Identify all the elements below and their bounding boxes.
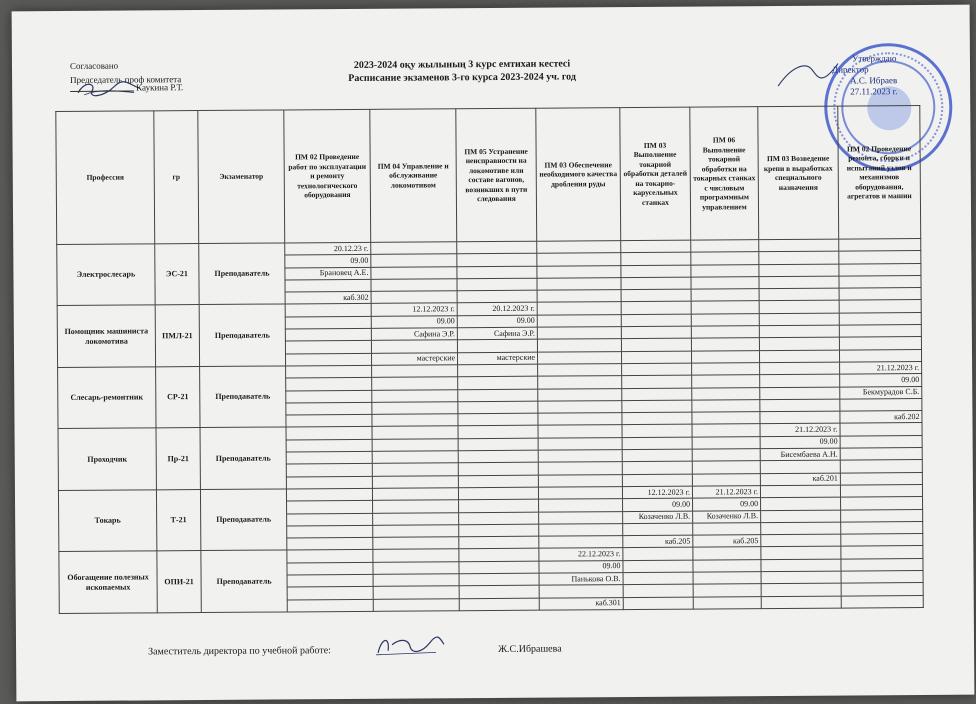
schedule-cell <box>623 597 693 610</box>
schedule-cell <box>458 463 538 476</box>
column-header: ПМ 03 Возведение крепи в выработках специального назначения <box>758 106 839 240</box>
schedule-cell: 21.12.2023 г. <box>840 361 922 374</box>
schedule-cell <box>691 313 759 326</box>
schedule-cell <box>458 487 538 500</box>
schedule-cell <box>538 474 622 487</box>
column-header: ПМ 02 Проведение ремонта, сборки и испытаний узлов и механизмов оборудования, агрегатов и машин <box>838 106 921 240</box>
schedule-cell <box>286 390 372 403</box>
schedule-cell <box>623 548 693 561</box>
title-kz: 2023-2024 оқу жылының 3 курс емтихан кестесі <box>353 58 571 71</box>
schedule-cell <box>760 387 840 400</box>
schedule-cell <box>538 388 622 401</box>
schedule-cell <box>286 365 372 378</box>
schedule-cell: мастерские <box>371 352 457 365</box>
schedule-cell <box>539 511 623 524</box>
schedule-cell <box>759 264 839 277</box>
schedule-cell <box>372 463 458 476</box>
column-header: Экзаменатор <box>198 110 285 244</box>
schedule-cell <box>537 241 621 254</box>
schedule-cell <box>839 275 921 288</box>
schedule-cell: Брановец А.Е. <box>285 267 371 280</box>
schedule-cell <box>538 437 622 450</box>
schedule-cell <box>537 253 621 266</box>
director-name: А.С. Ибраев <box>850 75 898 86</box>
schedule-cell <box>692 461 760 474</box>
schedule-cell: 09.00 <box>539 560 623 573</box>
schedule-cell <box>371 279 457 292</box>
schedule-cell <box>539 499 623 512</box>
column-header: ПМ 06 Выполнение токарной обработки на токарных станках с числовым программным управлением <box>690 107 759 240</box>
schedule-cell <box>287 574 373 587</box>
group-cell: ОПИ-21 <box>157 551 201 613</box>
schedule-cell <box>839 251 921 264</box>
schedule-cell <box>693 596 761 609</box>
group-cell: Т-21 <box>156 489 200 551</box>
group-cell: Пр-21 <box>156 428 200 490</box>
schedule-cell <box>621 351 691 364</box>
schedule-cell <box>691 326 759 339</box>
schedule-cell: Козаченко Л.В. <box>623 511 693 524</box>
schedule-cell <box>759 337 839 350</box>
schedule-cell <box>760 374 840 387</box>
schedule-cell <box>285 353 371 366</box>
schedule-cell <box>693 522 761 535</box>
column-header: ПМ 04 Управление и обслуживание локомотивом <box>370 109 457 243</box>
schedule-cell <box>286 476 372 489</box>
schedule-cell <box>840 423 922 436</box>
schedule-cell <box>459 561 539 574</box>
schedule-cell <box>537 265 621 278</box>
schedule-cell <box>841 546 923 559</box>
column-header: ПМ 05 Устранение неисправности на локомотиве или составе вагонов, возникших в пути следования <box>456 108 537 242</box>
schedule-cell: 12.12.2023 г. <box>371 303 457 316</box>
schedule-cell: каб.205 <box>623 535 693 548</box>
profession-cell: Помощник машиниста локомотива <box>57 305 155 367</box>
schedule-cell <box>373 598 459 611</box>
schedule-cell <box>286 378 372 391</box>
schedule-cell: 12.12.2023 г. <box>622 486 692 499</box>
schedule-cell <box>285 279 371 292</box>
schedule-cell <box>760 411 840 424</box>
title-ru: Расписание экзаменов 3-го курса 2023-2024 уч. год <box>348 71 576 85</box>
schedule-cell <box>621 302 691 315</box>
schedule-cell <box>692 436 760 449</box>
schedule-cell <box>760 399 840 412</box>
document-sheet <box>12 5 975 702</box>
schedule-cell <box>840 460 922 473</box>
schedule-cell <box>373 512 459 525</box>
schedule-cell: Бисембаева А.Н. <box>760 448 840 461</box>
schedule-cell <box>692 375 760 388</box>
schedule-cell <box>287 513 373 526</box>
schedule-cell <box>286 439 372 452</box>
schedule-cell <box>458 413 538 426</box>
schedule-cell: каб.301 <box>539 597 623 610</box>
schedule-cell <box>372 365 458 378</box>
schedule-cell <box>691 240 759 253</box>
schedule-cell <box>287 537 373 550</box>
exam-schedule-table <box>55 105 923 614</box>
schedule-cell <box>692 399 760 412</box>
profession-cell: Электрослесарь <box>57 244 155 306</box>
schedule-cell <box>538 450 622 463</box>
schedule-cell <box>459 573 539 586</box>
schedule-cell <box>841 571 923 584</box>
schedule-cell <box>622 388 692 401</box>
schedule-cell: каб.302 <box>285 292 371 305</box>
schedule-cell <box>285 328 371 341</box>
schedule-cell <box>692 473 760 486</box>
schedule-cell <box>692 363 760 376</box>
schedule-cell <box>458 450 538 463</box>
schedule-cell <box>622 425 692 438</box>
schedule-cell <box>459 585 539 598</box>
schedule-cell <box>458 475 538 488</box>
schedule-cell <box>371 291 457 304</box>
schedule-cell <box>622 437 692 450</box>
schedule-cell <box>287 599 373 612</box>
schedule-cell <box>693 584 761 597</box>
schedule-cell <box>458 389 538 402</box>
schedule-cell <box>537 327 621 340</box>
schedule-cell <box>622 400 692 413</box>
schedule-cell <box>372 402 458 415</box>
schedule-cell <box>693 547 761 560</box>
group-cell: ЭС-21 <box>155 244 199 306</box>
schedule-cell <box>839 288 921 301</box>
schedule-cell <box>759 239 839 252</box>
schedule-cell: 09.00 <box>760 436 840 449</box>
schedule-cell <box>621 277 691 290</box>
schedule-cell <box>539 523 623 536</box>
schedule-cell <box>691 301 759 314</box>
schedule-cell <box>839 312 921 325</box>
schedule-cell: 20.12.23 г. <box>285 242 371 255</box>
schedule-cell <box>621 265 691 278</box>
schedule-cell <box>457 241 537 254</box>
examiner-cell: Преподаватель <box>200 427 286 489</box>
schedule-cell: 21.12.2023 г. <box>760 424 840 437</box>
schedule-cell <box>538 376 622 389</box>
schedule-cell: Козаченко Л.В. <box>693 510 761 523</box>
schedule-cell <box>840 484 922 497</box>
schedule-cell: мастерские <box>457 352 537 365</box>
schedule-cell <box>537 339 621 352</box>
schedule-cell <box>459 512 539 525</box>
schedule-cell <box>371 242 457 255</box>
schedule-cell <box>841 558 923 571</box>
deputy-signature <box>374 632 446 659</box>
schedule-cell <box>538 364 622 377</box>
schedule-cell <box>459 524 539 537</box>
schedule-cell <box>840 435 922 448</box>
schedule-cell <box>287 550 373 563</box>
deputy-name: Ж.С.Ибрашева <box>498 643 562 655</box>
schedule-cell <box>839 349 921 362</box>
schedule-cell <box>759 325 839 338</box>
schedule-cell <box>761 559 841 572</box>
column-header: Профессия <box>56 111 155 245</box>
schedule-cell <box>841 583 923 596</box>
examiner-cell: Преподаватель <box>200 489 286 551</box>
schedule-title <box>312 57 612 85</box>
schedule-cell <box>459 536 539 549</box>
schedule-cell <box>839 263 921 276</box>
schedule-cell <box>287 501 373 514</box>
schedule-cell <box>285 304 371 317</box>
schedule-cell <box>287 525 373 538</box>
schedule-cell <box>761 571 841 584</box>
schedule-cell <box>538 425 622 438</box>
schedule-cell <box>759 350 839 363</box>
schedule-cell: каб.202 <box>840 411 922 424</box>
column-header: ПМ 03 Обеспечение необходимого качества дробления руды <box>536 108 621 242</box>
schedule-cell: Сафина Э.Р. <box>457 327 537 340</box>
examiner-cell: Преподаватель <box>199 304 285 366</box>
director-label: Директор <box>831 64 869 75</box>
group-cell: СР-21 <box>156 367 200 429</box>
schedule-cell <box>622 474 692 487</box>
schedule-cell <box>622 461 692 474</box>
schedule-cell <box>761 497 841 510</box>
schedule-cell <box>839 325 921 338</box>
schedule-cell <box>373 500 459 513</box>
schedule-cell <box>538 487 622 500</box>
schedule-cell: 09.00 <box>285 255 371 268</box>
schedule-cell <box>623 560 693 573</box>
schedule-cell <box>761 583 841 596</box>
schedule-cell <box>839 337 921 350</box>
schedule-cell <box>692 387 760 400</box>
schedule-cell <box>841 509 923 522</box>
schedule-cell <box>539 536 623 549</box>
schedule-cell <box>840 448 922 461</box>
schedule-cell <box>286 427 372 440</box>
schedule-cell <box>691 289 759 302</box>
schedule-cell <box>760 362 840 375</box>
column-header: ПМ 02 Проведение работ по эксплуатации и ремонту технологического оборудования <box>284 109 371 243</box>
schedule-cell <box>691 350 759 363</box>
schedule-cell <box>373 537 459 550</box>
schedule-cell <box>692 412 760 425</box>
schedule-cell <box>759 276 839 289</box>
schedule-cell <box>623 584 693 597</box>
schedule-cell <box>841 595 923 608</box>
schedule-cell <box>621 326 691 339</box>
schedule-cell <box>286 402 372 415</box>
profession-cell: Токарь <box>58 490 156 552</box>
schedule-cell: 09.00 <box>623 498 693 511</box>
schedule-cell <box>458 376 538 389</box>
schedule-cell <box>372 389 458 402</box>
schedule-cell: 09.00 <box>457 315 537 328</box>
schedule-cell <box>457 290 537 303</box>
schedule-cell <box>459 499 539 512</box>
schedule-cell <box>759 251 839 264</box>
schedule-cell <box>621 289 691 302</box>
schedule-cell <box>287 587 373 600</box>
schedule-cell: 09.00 <box>840 374 922 387</box>
schedule-cell <box>759 288 839 301</box>
schedule-cell <box>621 252 691 265</box>
director-date: 27.11.2023 г. <box>850 86 898 97</box>
schedule-cell <box>372 377 458 390</box>
profession-cell: Слесарь-ремонтник <box>58 367 156 429</box>
schedule-cell: 09.00 <box>371 316 457 329</box>
schedule-cell <box>372 438 458 451</box>
header-row <box>56 106 921 245</box>
schedule-cell <box>622 375 692 388</box>
schedule-cell <box>622 412 692 425</box>
schedule-cell <box>691 338 759 351</box>
schedule-cell <box>372 475 458 488</box>
schedule-cell <box>373 586 459 599</box>
examiner-cell: Преподаватель <box>200 366 286 428</box>
schedule-cell: 21.12.2023 г. <box>692 486 760 499</box>
column-header: гр <box>154 111 199 244</box>
schedule-cell <box>623 523 693 536</box>
schedule-cell <box>691 252 759 265</box>
approved-right-label: Утверждаю <box>851 53 897 64</box>
schedule-cell <box>761 546 841 559</box>
schedule-cell <box>372 451 458 464</box>
schedule-cell <box>841 497 923 510</box>
footer <box>148 643 562 658</box>
profession-cell: Обогащение полезных ископаемых <box>59 551 157 613</box>
schedule-cell <box>286 488 372 501</box>
schedule-cell: 09.00 <box>693 498 761 511</box>
schedule-cell <box>373 525 459 538</box>
schedule-cell <box>537 277 621 290</box>
schedule-cell <box>840 472 922 485</box>
schedule-cell <box>841 521 923 534</box>
approved-label: Согласовано <box>69 60 119 71</box>
schedule-cell <box>621 314 691 327</box>
profession-cell: Проходчик <box>58 428 156 490</box>
schedule-cell: Бекмурадов С.Б. <box>840 386 922 399</box>
schedule-cell <box>457 278 537 291</box>
schedule-cell <box>761 596 841 609</box>
schedule-cell <box>623 572 693 585</box>
chair-label: Председатель проф комитета <box>70 74 182 85</box>
schedule-cell <box>458 426 538 439</box>
table-body <box>57 239 924 614</box>
schedule-cell <box>539 585 623 598</box>
schedule-cell <box>457 253 537 266</box>
schedule-cell <box>537 351 621 364</box>
schedule-cell <box>285 341 371 354</box>
schedule-cell <box>285 316 371 329</box>
schedule-cell <box>286 464 372 477</box>
schedule-cell <box>761 534 841 547</box>
schedule-cell <box>458 438 538 451</box>
schedule-cell <box>372 426 458 439</box>
schedule-cell <box>457 266 537 279</box>
schedule-cell <box>538 400 622 413</box>
schedule-cell <box>761 522 841 535</box>
schedule-cell <box>537 290 621 303</box>
schedule-cell: 20.12.2023 г. <box>457 303 537 316</box>
schedule-cell <box>458 401 538 414</box>
schedule-cell <box>373 574 459 587</box>
schedule-cell <box>693 572 761 585</box>
schedule-cell <box>537 314 621 327</box>
schedule-cell <box>622 363 692 376</box>
schedule-cell <box>538 462 622 475</box>
schedule-cell <box>840 398 922 411</box>
schedule-cell <box>760 485 840 498</box>
schedule-cell <box>693 559 761 572</box>
schedule-cell <box>839 300 921 313</box>
deputy-label: Заместитель директора по учебной работе: <box>148 645 331 658</box>
schedule-cell <box>841 534 923 547</box>
approval-left <box>69 58 184 93</box>
schedule-cell: 22.12.2023 г. <box>539 548 623 561</box>
examiner-cell: Преподаватель <box>199 243 285 305</box>
schedule-cell <box>691 264 759 277</box>
schedule-cell <box>759 313 839 326</box>
schedule-cell <box>692 449 760 462</box>
schedule-cell <box>759 301 839 314</box>
schedule-cell <box>371 254 457 267</box>
schedule-cell: каб.201 <box>760 473 840 486</box>
schedule-cell <box>372 488 458 501</box>
schedule-cell <box>287 562 373 575</box>
schedule-cell <box>371 340 457 353</box>
schedule-cell: каб.205 <box>693 535 761 548</box>
schedule-cell <box>371 266 457 279</box>
schedule-cell <box>760 460 840 473</box>
schedule-cell <box>621 240 691 253</box>
schedule-cell <box>458 364 538 377</box>
schedule-cell <box>373 549 459 562</box>
schedule-cell <box>459 598 539 611</box>
chair-signature <box>74 78 144 98</box>
chair-name: Каукина Р.Т. <box>136 82 184 93</box>
examiner-cell: Преподаватель <box>201 550 287 612</box>
schedule-cell <box>457 340 537 353</box>
schedule-cell: Панькова О.В. <box>539 573 623 586</box>
group-cell: ПМЛ-21 <box>155 305 199 367</box>
schedule-cell <box>691 277 759 290</box>
column-header: ПМ 03 Выполнение токарной обработки деталей на токарно-карусельных станках <box>620 107 691 240</box>
schedule-cell <box>372 414 458 427</box>
schedule-cell <box>622 449 692 462</box>
schedule-cell <box>621 338 691 351</box>
schedule-cell <box>373 561 459 574</box>
schedule-cell <box>459 549 539 562</box>
schedule-cell <box>286 415 372 428</box>
schedule-cell <box>286 451 372 464</box>
schedule-cell <box>537 302 621 315</box>
schedule-cell: Сафина Э.Р. <box>371 328 457 341</box>
schedule-cell <box>761 510 841 523</box>
schedule-cell <box>692 424 760 437</box>
schedule-cell <box>839 239 921 252</box>
schedule-cell <box>538 413 622 426</box>
